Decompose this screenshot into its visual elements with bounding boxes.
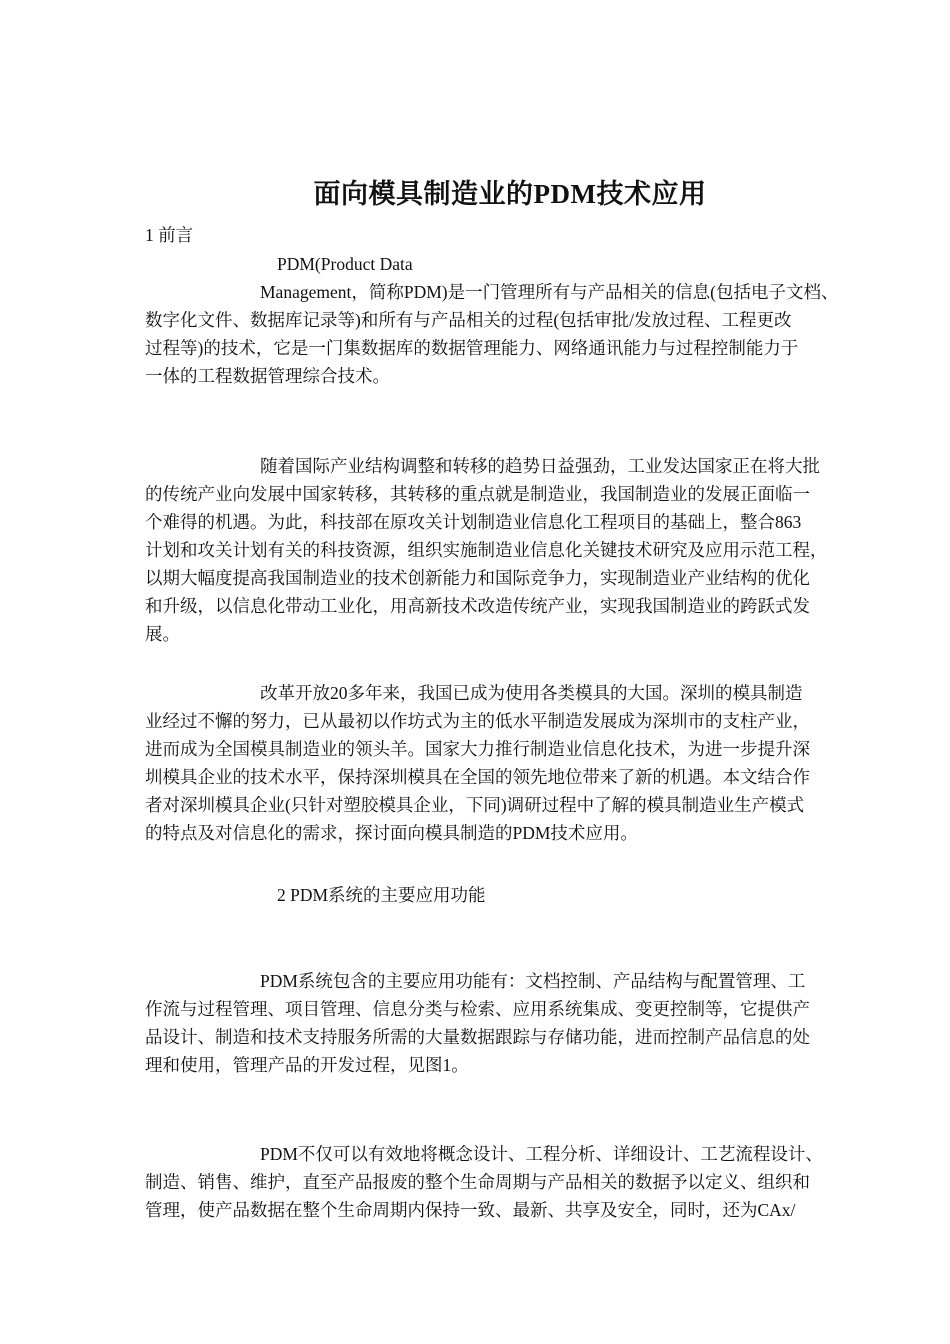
paragraph-line: PDM(Product Data: [277, 254, 413, 274]
paragraph-line: 业经过不懈的努力，已从最初以作坊式为主的低水平制造发展成为深圳市的支柱产业，: [145, 711, 810, 731]
paragraph-line: 的传统产业向发展中国家转移，其转移的重点就是制造业，我国制造业的发展正面临一: [145, 484, 810, 504]
paragraph-line: PDM不仅可以有效地将概念设计、工程分析、详细设计、工艺流程设计、: [260, 1144, 823, 1164]
paragraph-line: 计划和攻关计划有关的科技资源，组织实施制造业信息化关键技术研究及应用示范工程，: [145, 540, 828, 560]
paragraph-line: 作流与过程管理、项目管理、信息分类与检索、应用系统集成、变更控制等，它提供产: [145, 999, 810, 1019]
paragraph-line: 进而成为全国模具制造业的领头羊。国家大力推行制造业信息化技术，为进一步提升深: [145, 739, 810, 759]
paragraph-line: 改革开放20多年来，我国已成为使用各类模具的大国。深圳的模具制造: [260, 683, 803, 703]
paragraph-line: Management，简称PDM)是一门管理所有与产品相关的信息(包括电子文档、: [260, 282, 839, 302]
document-title: 面向模具制造业的PDM技术应用: [313, 179, 707, 209]
paragraph-line: 展。: [145, 624, 180, 644]
paragraph-line: 者对深圳模具企业(只针对塑胶模具企业，下同)调研过程中了解的模具制造业生产模式: [145, 795, 805, 815]
paragraph-line: 制造、销售、维护，直至产品报废的整个生命周期与产品相关的数据予以定义、组织和: [145, 1172, 810, 1192]
paragraph-line: 的特点及对信息化的需求，探讨面向模具制造的PDM技术应用。: [145, 823, 638, 843]
paragraph-line: 品设计、制造和技术支持服务所需的大量数据跟踪与存储功能，进而控制产品信息的处: [145, 1027, 810, 1047]
paragraph-line: 过程等)的技术，它是一门集数据库的数据管理能力、网络通讯能力与过程控制能力于: [145, 338, 799, 358]
paragraph-line: 圳模具企业的技术水平，保持深圳模具在全国的领先地位带来了新的机遇。本文结合作: [145, 767, 810, 787]
paragraph-line: 随着国际产业结构调整和转移的趋势日益强劲，工业发达国家正在将大批: [260, 456, 820, 476]
paragraph-line: PDM系统包含的主要应用功能有：文档控制、产品结构与配置管理、工: [260, 971, 806, 991]
paragraph-line: 管理，使产品数据在整个生命周期内保持一致、最新、共享及安全，同时，还为CAx/: [145, 1200, 796, 1220]
paragraph-line: 数字化文件、数据库记录等)和所有与产品相关的过程(包括审批/发放过程、工程更改: [145, 310, 792, 330]
paragraph-line: 个难得的机遇。为此，科技部在原攻关计划制造业信息化工程项目的基础上，整合863: [145, 512, 802, 532]
paragraph-line: 以期大幅度提高我国制造业的技术创新能力和国际竞争力，实现制造业产业结构的优化: [145, 568, 810, 588]
paragraph-line: 理和使用，管理产品的开发过程，见图1。: [145, 1055, 469, 1075]
section-2-heading: 2 PDM系统的主要应用功能: [277, 885, 486, 905]
paragraph-line: 一体的工程数据管理综合技术。: [145, 366, 390, 386]
paragraph-line: 和升级，以信息化带动工业化，用高新技术改造传统产业，实现我国制造业的跨跃式发: [145, 596, 810, 616]
section-1-heading: 1 前言: [145, 225, 194, 245]
